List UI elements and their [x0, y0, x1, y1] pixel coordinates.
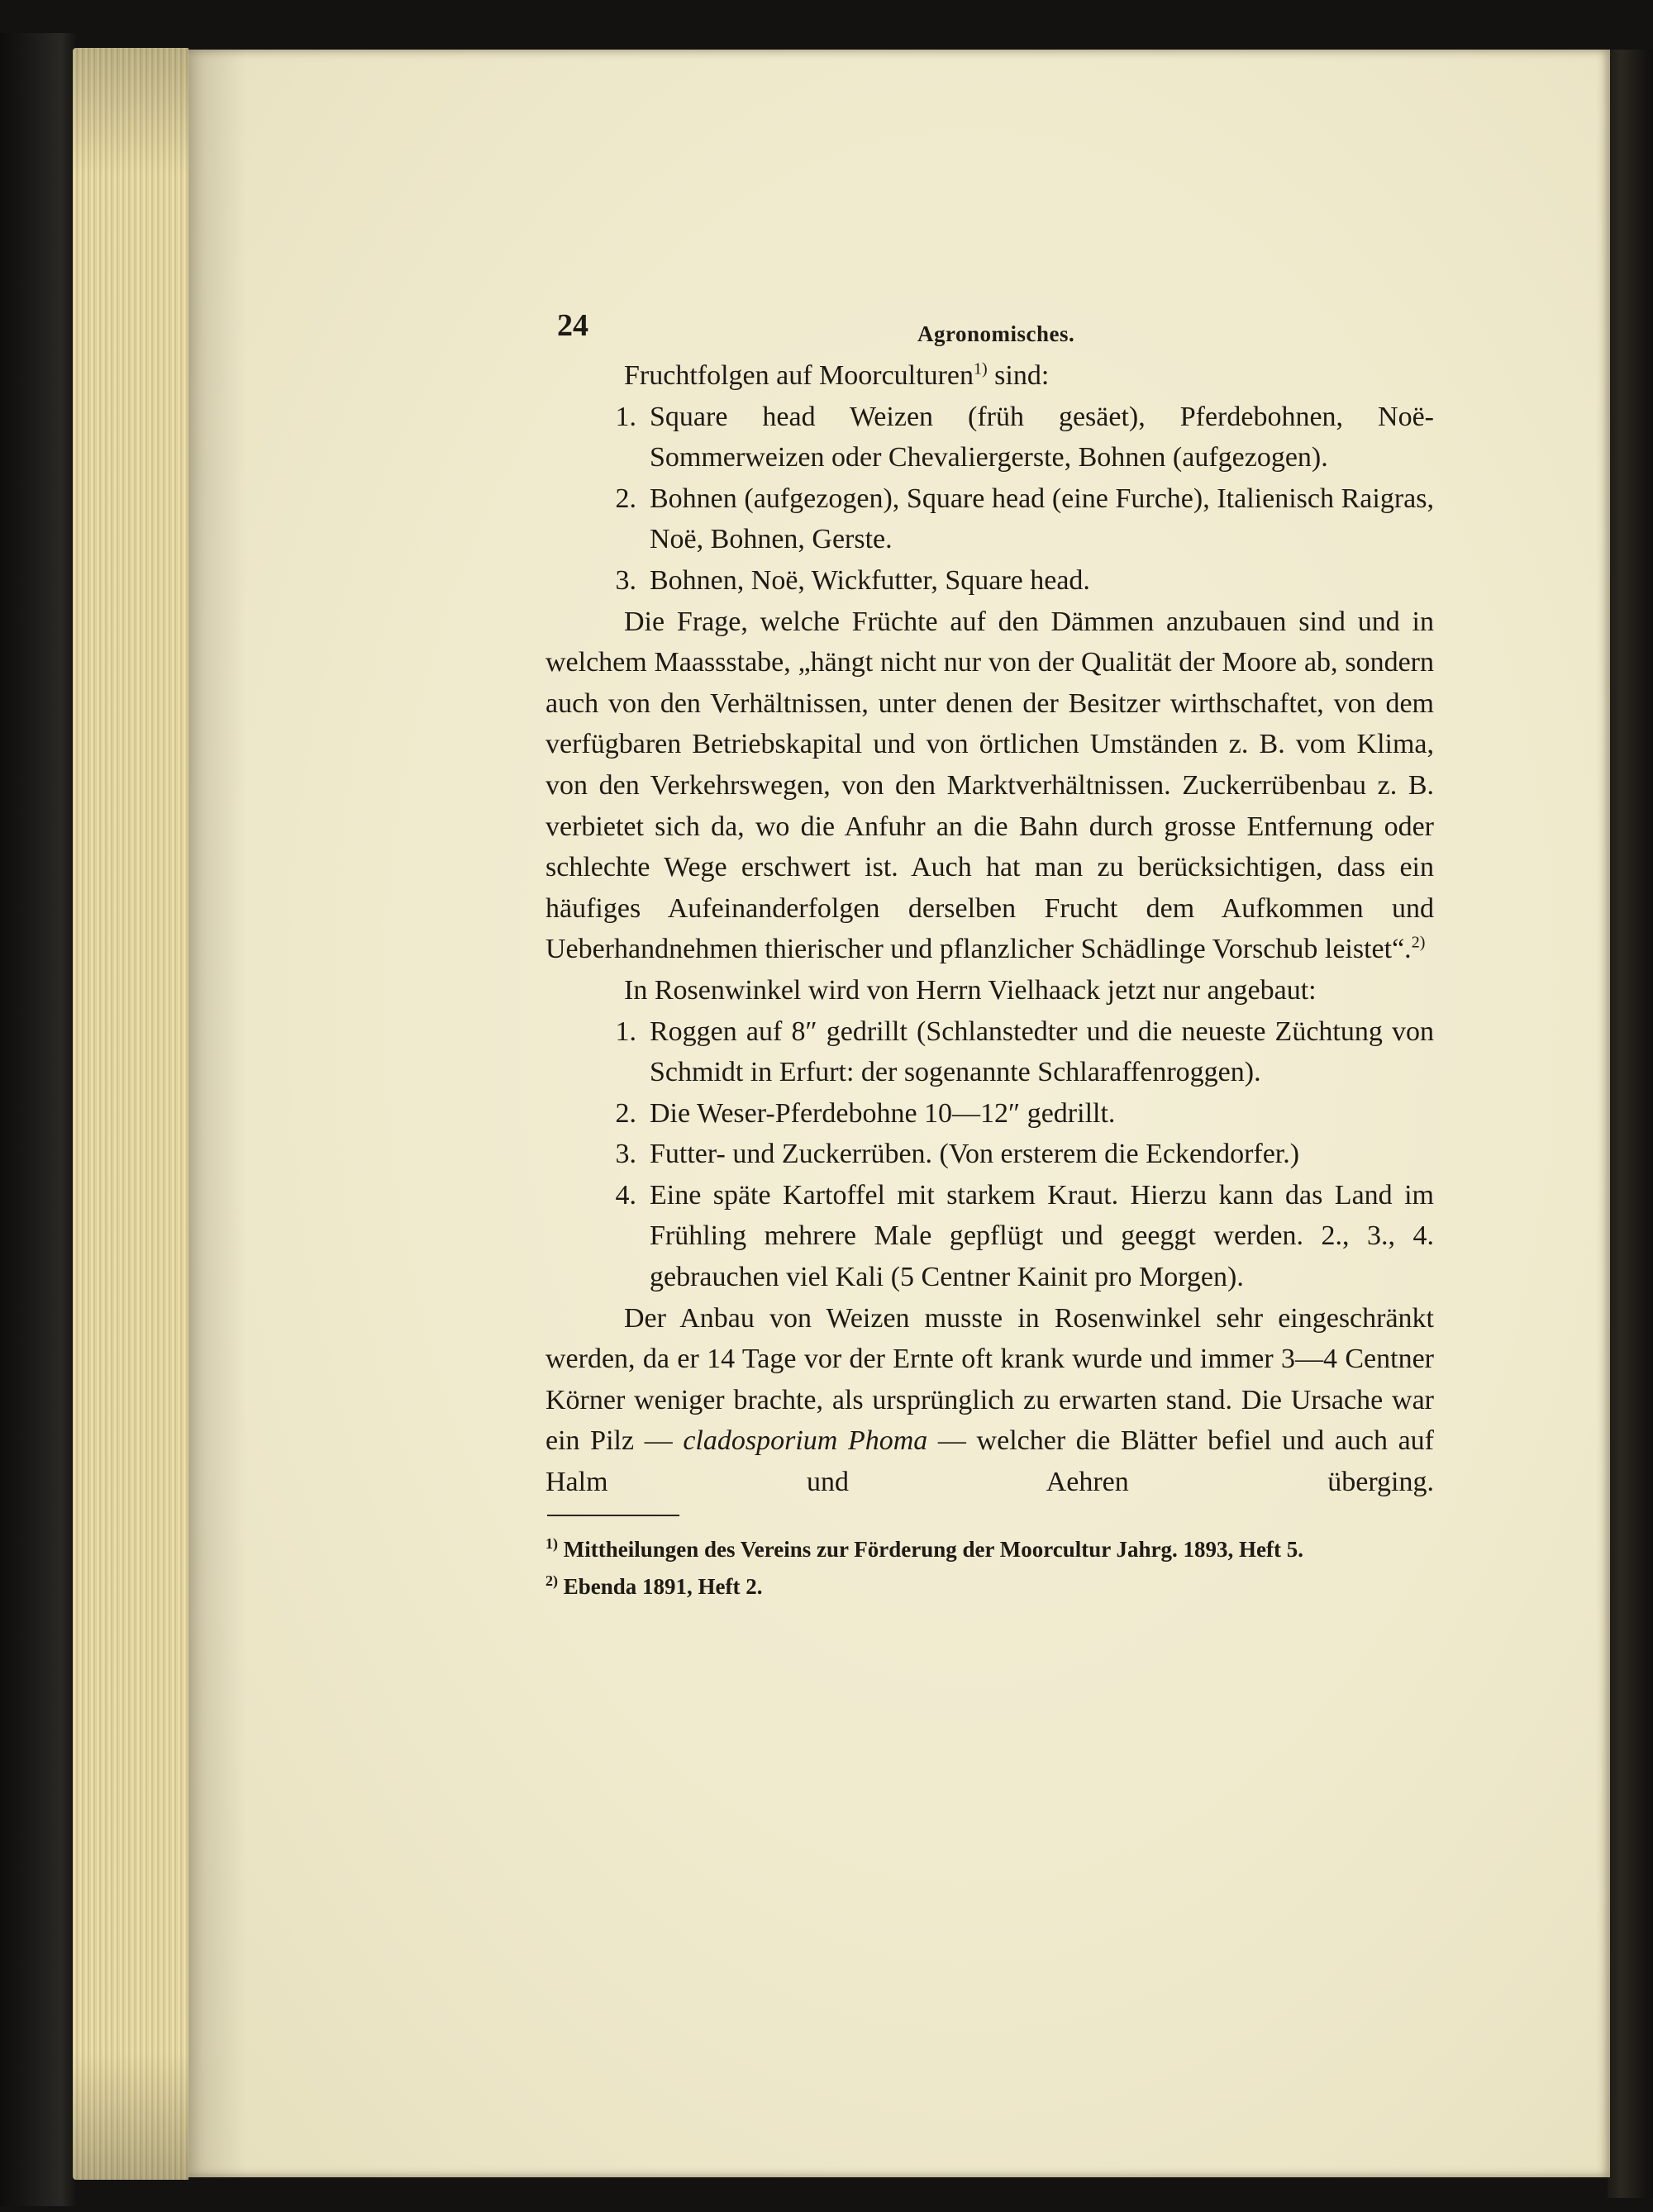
list-number: 2. [615, 1097, 636, 1129]
list-number: 3. [615, 1139, 636, 1170]
crop-item-4 [545, 1175, 1434, 1298]
list-text: Eine späte Kartoffel mit starkem Kraut. Hierzu kann das Land im Frühling mehrere Male gepflügt und geeggt werden. 2., 3., 4. gebrauchen viel Kali (5 Centner Kainit pro Morgen). [650, 1179, 1434, 1293]
book-cover-right [1608, 50, 1653, 2198]
footnote-divider [547, 1515, 679, 1516]
rotation-intro: Fruchtfolgen auf Moorculturen$^{1)}$ sind: [624, 359, 1050, 391]
footnotes [545, 1528, 1434, 1602]
list-number: 2. [615, 483, 636, 514]
footnote-ref-2[interactable]: 2) [1411, 933, 1426, 952]
page-number: 24 [557, 308, 588, 343]
running-head: Agronomisches. [917, 321, 1075, 346]
list-text: Bohnen, Noë, Wickfutter, Square head. [650, 564, 1090, 596]
footnote-2: $^{2)}$ Ebenda 1891, Heft 2. [545, 1572, 763, 1599]
list-text: Die Weser-Pferdebohne 10—12″ gedrillt. [650, 1097, 1116, 1129]
list-number: 1. [615, 1016, 636, 1047]
footnote-mark: 1) [545, 1534, 558, 1552]
footnote-1: $^{1)}$ Mittheilungen des Vereins zur Förderung der Moorcultur Jahrg. 1893, Heft 5. [545, 1534, 1303, 1562]
rotation-item-2 [545, 478, 1434, 560]
list-text: Roggen auf 8″ gedrillt (Schlanstedter und die neueste Züchtung von Schmidt in Erfurt: der sogenannte Schlaraffenroggen). [650, 1016, 1434, 1088]
page-edges [73, 48, 188, 2180]
crop-item-2 [545, 1093, 1434, 1135]
rotation-item-1 [545, 397, 1434, 478]
rotation-list [545, 397, 1434, 602]
list-text: Futter- und Zuckerrüben. (Von ersterem die Eckendorfer.) [650, 1139, 1300, 1170]
paragraph-weizen: Der Anbau von Weizen musste in Rosenwinkel sehr eingeschränkt werden, da er 14 Tage vor der Ernte oft krank wurde und immer 3—4 Centner Körner weniger brachte, als ursprünglich zu erwarten stand. Die Ursache war ein Pilz — cladosporium Phoma — welcher die Blätter befiel und auch auf Halm und Aehren überging. [545, 1302, 1434, 1498]
page-text [545, 306, 1434, 1602]
list-number: 3. [615, 564, 636, 596]
rosenwinkel-list [545, 1011, 1434, 1298]
species-name: cladosporium Phoma [683, 1425, 928, 1457]
list-text: Square head Weizen (früh gesäet), Pferdebohnen, Noë-Sommerweizen oder Chevaliergerste, Bohnen (aufgezogen). [650, 401, 1434, 473]
list-text: Bohnen (aufgezogen), Square head (eine Furche), Italienisch Raigras, Noë, Bohnen, Gerste. [650, 483, 1434, 555]
paragraph-question: Die Frage, welche Früchte auf den Dämmen anzubauen sind und in welchem Maassstabe, „hängt nicht nur von der Qualität der Moore ab, sondern auch von den Verhältnissen, unter denen der Besitzer wirthschaftet, von dem verfügbaren Betriebskapital und von örtlichen Umständen z. B. vom Klima, von den Verkehrswegen, von den Marktverhältnissen. Zuckerrübenbau z. B. verbietet sich da, wo die Anfuhr an die Bahn durch grosse Entfernung oder schlechte Wege erschwert ist. Auch hat man zu berücksichtigen, dass ein häufiges Aufeinanderfolgen derselben Frucht dem Aufkommen und Ueberhandnehmen thierischer und pflanzlicher Schädlinge Vorschub leistet“.$^{2)}$ [545, 606, 1434, 965]
rosenwinkel-intro: In Rosenwinkel wird von Herrn Vielhaack jetzt nur angebaut: [624, 974, 1317, 1006]
list-number: 1. [615, 401, 636, 432]
rotation-item-3 [545, 560, 1434, 602]
book-cover-left [0, 33, 76, 2206]
page-header [545, 306, 1434, 355]
crop-item-3 [545, 1134, 1434, 1175]
footnote-mark: 2) [545, 1572, 558, 1589]
list-number: 4. [615, 1179, 636, 1211]
footnote-ref-1[interactable]: 1) [974, 359, 988, 378]
crop-item-1 [545, 1011, 1434, 1093]
